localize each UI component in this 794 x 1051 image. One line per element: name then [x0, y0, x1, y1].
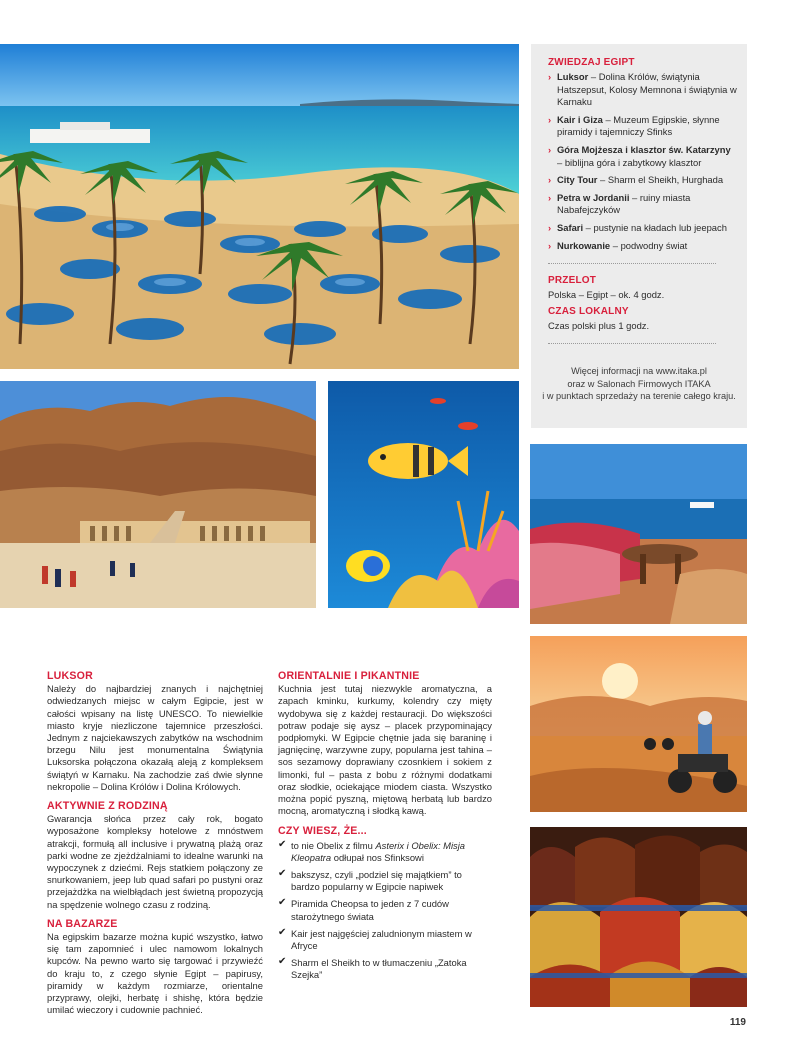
article-column-left [47, 670, 263, 1023]
attraction-name: Safari [557, 221, 584, 233]
aktywnie-heading: AKTYWNIE Z RODZINĄ [47, 800, 168, 813]
fact-text: to nie Obelix z filmu [291, 839, 376, 851]
desert-quad-photo [530, 636, 747, 812]
page-number: 119 [729, 1017, 746, 1028]
article-column-right [278, 670, 492, 987]
attraction-desc: – Dolina Królów, świątynia Hatszepsut, Kolosy Memnona i świątynia w Karnaku [557, 71, 737, 108]
attraction-item [548, 192, 738, 217]
przelot-heading: PRZELOT [548, 275, 597, 287]
more-info-line: oraz w Salonach Firmowych ITAKA [567, 378, 711, 389]
czy-wiesz-heading: CZY WIESZ, ŻE... [278, 825, 367, 838]
checkmark-icon: ✔ [278, 868, 287, 880]
chevron-right-icon: › [548, 174, 552, 186]
attraction-name: Góra Mojżesza i klasztor św. Katarzyny [557, 143, 731, 155]
fact-item [278, 869, 492, 893]
chevron-right-icon: › [548, 113, 552, 125]
attraction-item [548, 174, 738, 187]
luksor-heading: LUKSOR [47, 670, 93, 682]
chevron-right-icon: › [548, 191, 552, 203]
info-sidebar [531, 44, 747, 428]
attraction-name: Kair i Giza [557, 113, 603, 125]
fact-item [278, 928, 492, 952]
attraction-desc: – ruiny miasta Nabafejczyków [557, 191, 691, 216]
orient-heading: ORIENTALNIE I PIKANTNIE [278, 670, 420, 682]
fact-text: Sharm el Sheikh to w tłumaczeniu „Zatoka Szejka” [291, 957, 467, 981]
attraction-desc: – Muzeum Egipskie, słynne piramidy i tajemniczy Sfinks [557, 113, 720, 138]
fact-film-title: Asterix i Obelix: Misja Kleopatra [291, 839, 466, 863]
chevron-right-icon: › [548, 143, 552, 155]
attraction-name: Luksor [557, 71, 589, 82]
attraction-item [548, 144, 738, 169]
attraction-desc: – Sharm el Sheikh, Hurghada [597, 174, 724, 186]
chevron-right-icon: › [548, 71, 552, 82]
attraction-item [548, 114, 738, 139]
attraction-name: Petra w Jordanii [557, 191, 630, 203]
fact-item [278, 840, 492, 864]
spice-market-photo [530, 827, 747, 1007]
fact-text: Piramida Cheopsa to jeden z 7 cudów starożytnego świata [291, 898, 449, 922]
more-info [531, 365, 747, 403]
orient-text: Kuchnia jest tutaj niezwykle aromatyczna, a zapach kminku, kurkumy, kolendry czy mięty wydobywa się z każdej restauracji. Do większości potraw podaje się aysz – placek przypominający podpłomyki. W Egipcie chętnie jada się baraninę i jagnięcinę, warzywne zupy, popularna jest tahina – sos sezamowy doprawiany czosnkiem i sokiem z limonki, ful – pasta z bobu z różnymi dodatkami oraz słodkie, ociekające miodem ciasta. Wszystko można popić pyszną, miętową herbatą lub bardzo mocną, aromatyczną i słodką kawą. [278, 683, 492, 817]
bazar-text: Na egipskim bazarze można kupić wszystko, łatwo się tam zapomnieć i ulec namowom lokalnych kupców. Na pewno warto się targować i przywieźć do kraju to, z czego słynie Egipt – papirusy, piramidy w każdym rozmiarze, orientalne przyprawy, olejki, herbatę i shishę, która będzie umilać wieczory i cudownie pachnieć. [47, 931, 263, 1016]
checkmark-icon: ✔ [278, 956, 287, 968]
fact-text: odłupał nos Sfinksowi [331, 851, 424, 863]
attractions-list [548, 71, 738, 252]
attraction-name: Nurkowanie [557, 239, 611, 251]
divider [548, 263, 716, 264]
facts-list [278, 840, 492, 982]
attraction-item [548, 71, 738, 109]
checkmark-icon: ✔ [278, 897, 287, 909]
attraction-item [548, 240, 738, 253]
more-info-line: Więcej informacji na www.itaka.pl [571, 366, 707, 376]
more-info-line: i w punktach sprzedaży na terenie całego kraju. [542, 391, 736, 402]
hatshepsut-temple-photo [0, 381, 316, 608]
fact-item [278, 898, 492, 922]
attraction-item [548, 222, 738, 235]
czas-text: Czas polski plus 1 godz. [548, 319, 650, 331]
luksor-text: Należy do najbardziej znanych i najchętniej odwiedzanych miejsc w całym Egipcie, jest w całości wpisany na listę UNESCO. To niewielkie miasto kryje niezliczone tajemnice przeszłości. Jednym z najciekawszych zabytków na wschodnim brzegu Nilu jest monumentalna Świątynia Luksorska połączona okazałą aleją z kompleksem świątyń w Karnaku. Na zachodzie zaś dwie słynne nekropolie – Dolina Królów i Dolina Królowych. [47, 683, 263, 792]
przelot-text: Polska – Egipt – ok. 4 godz. [548, 289, 665, 301]
attraction-desc: – biblijna góra i zabytkowy klasztor [557, 156, 702, 168]
checkmark-icon: ✔ [278, 838, 287, 850]
zwiedzaj-heading: ZWIEDZAJ EGIPT [548, 57, 635, 68]
seaside-lounge-photo [530, 444, 747, 624]
attraction-desc: – pustynie na kładach lub jeepach [583, 221, 727, 233]
attraction-name: City Tour [557, 174, 598, 186]
coral-reef-photo [328, 381, 519, 608]
beach-resort-photo [0, 44, 519, 369]
czas-heading: CZAS LOKALNY [548, 305, 629, 317]
fact-text: bakszysz, czyli „podziel się majątkiem” to bardzo popularny w Egipcie napiwek [291, 869, 462, 893]
divider [548, 343, 716, 344]
bazar-heading: NA BAZARZE [47, 917, 118, 930]
aktywnie-text: Gwarancja słońca przez cały rok, bogato wyposażone kompleksy hotelowe z mnóstwem atrakcji, formułą all inclusive i prywatną plażą oraz parki wodne ze zjeżdżalniami to idealne warunki na wypoczynek z dziećmi. Rejs statkiem połączony ze snurkowaniem, jeep lub quad safari po pustyni oraz przejażdżka na wielbłądach jest świetną propozycją na spędzenie wolnego czasu z rodziną. [47, 813, 263, 910]
fact-item [278, 957, 492, 981]
chevron-right-icon: › [548, 239, 552, 251]
fact-text: Kair jest najgęściej zaludnionym miastem w Afryce [291, 927, 472, 952]
chevron-right-icon: › [548, 221, 552, 233]
checkmark-icon: ✔ [278, 926, 287, 938]
attraction-desc: – podwodny świat [610, 239, 688, 251]
